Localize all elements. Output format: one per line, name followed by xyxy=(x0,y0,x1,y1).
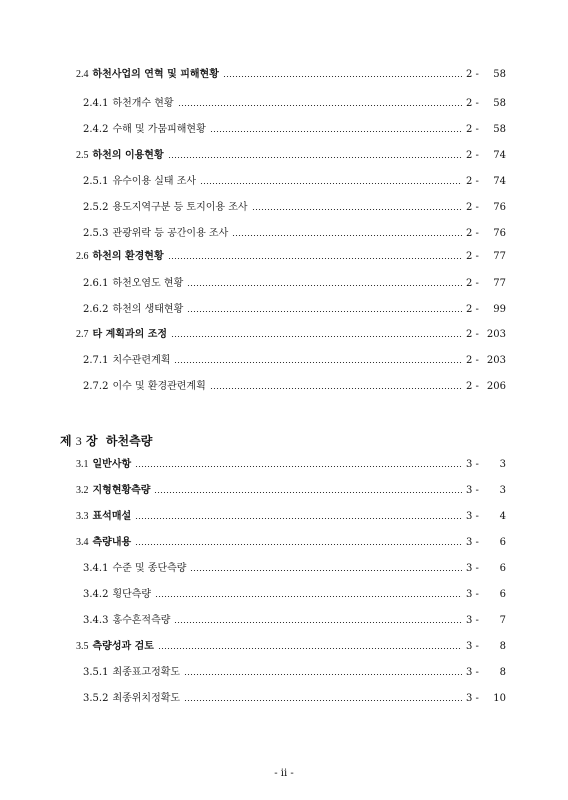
toc-entry-chapter: 2 - xyxy=(466,150,479,161)
dot-leader xyxy=(190,570,462,571)
toc-entry-chapter: 3 - xyxy=(466,641,479,652)
toc-entry-page: 7 xyxy=(499,615,506,626)
toc-entry-page: 58 xyxy=(493,98,506,109)
toc-entry-number: 3.5 xyxy=(76,641,89,652)
toc-entry-title: 하천오염도 현황 xyxy=(112,278,184,289)
toc-entry-page: 3 xyxy=(499,485,506,496)
toc-entry-chapter: 3 - xyxy=(466,615,479,626)
toc-entry-number: 3.4.3 xyxy=(83,615,109,626)
dot-leader xyxy=(171,336,462,337)
dot-leader xyxy=(154,492,462,493)
dot-leader xyxy=(174,622,462,623)
dot-leader xyxy=(210,131,462,132)
toc-entry-page: 10 xyxy=(493,693,506,704)
toc-entry[interactable] xyxy=(83,588,506,602)
toc-entry-number: 2.4.2 xyxy=(83,124,109,135)
dot-leader xyxy=(210,388,462,389)
toc-entry-title: 관광위락 등 공간이용 조사 xyxy=(112,228,229,239)
toc-entry-number: 2.7.1 xyxy=(83,355,109,366)
toc-entry-chapter: 3 - xyxy=(466,459,479,470)
toc-entry-title: 유수이용 실태 조사 xyxy=(112,176,197,187)
toc-entry[interactable] xyxy=(76,149,506,163)
dot-leader xyxy=(174,362,462,363)
toc-entry[interactable] xyxy=(83,227,506,241)
toc-entry-number: 3.5.2 xyxy=(83,693,109,704)
toc-entry-title: 하천의 환경현황 xyxy=(92,251,164,262)
toc-entry-chapter: 3 - xyxy=(466,693,479,704)
toc-entry-page: 6 xyxy=(499,589,506,600)
toc-entry-page: 58 xyxy=(493,69,506,80)
dot-leader xyxy=(200,183,462,184)
toc-entry-title: 타 계획과의 조정 xyxy=(92,329,168,340)
toc-entry-title: 지형현황측량 xyxy=(92,485,151,496)
toc-entry[interactable] xyxy=(83,354,506,368)
chapter-heading xyxy=(60,432,152,449)
dot-leader xyxy=(135,544,462,545)
page-number: - ii - xyxy=(274,768,294,779)
toc-entry[interactable] xyxy=(83,614,506,628)
toc-entry-number: 2.4.1 xyxy=(83,98,109,109)
toc-entry-page: 77 xyxy=(493,278,506,289)
toc-entry-chapter: 2 - xyxy=(466,304,479,315)
toc-entry-chapter: 2 - xyxy=(466,381,479,392)
toc-entry-title: 최종위치정확도 xyxy=(112,693,181,704)
toc-entry[interactable] xyxy=(83,303,506,317)
toc-entry-chapter: 2 - xyxy=(466,202,479,213)
toc-entry-chapter: 2 - xyxy=(466,355,479,366)
toc-entry-chapter: 2 - xyxy=(466,176,479,187)
toc-entry[interactable] xyxy=(76,328,506,342)
toc-entry-number: 2.5.1 xyxy=(83,176,109,187)
toc-entry[interactable] xyxy=(83,692,506,706)
dot-leader xyxy=(187,311,462,312)
toc-entry[interactable] xyxy=(83,175,506,189)
toc-entry[interactable] xyxy=(83,380,506,394)
toc-entry[interactable] xyxy=(76,68,506,82)
chapter-prefix: 제 xyxy=(60,434,72,448)
toc-entry-chapter: 2 - xyxy=(466,329,479,340)
toc-entry[interactable] xyxy=(83,123,506,137)
toc-entry-title: 하천의 생태현황 xyxy=(112,304,184,315)
toc-entry-title: 최종표고정확도 xyxy=(112,667,181,678)
toc-entry-page: 74 xyxy=(493,150,506,161)
dot-leader xyxy=(168,157,462,158)
toc-entry-page: 6 xyxy=(499,537,506,548)
chapter-title: 하천측량 xyxy=(105,434,153,448)
toc-entry-title: 하천사업의 연혁 및 피해현황 xyxy=(92,69,219,80)
toc-entry-chapter: 2 - xyxy=(466,278,479,289)
toc-entry-chapter: 2 - xyxy=(466,98,479,109)
toc-entry-title: 측량성과 검토 xyxy=(92,641,154,652)
toc-entry-chapter: 2 - xyxy=(466,124,479,135)
toc-entry-page: 206 xyxy=(486,381,506,392)
toc-entry-title: 홍수흔적측량 xyxy=(112,615,171,626)
toc-entry[interactable] xyxy=(83,277,506,291)
toc-entry[interactable] xyxy=(76,484,506,498)
toc-entry-page: 8 xyxy=(499,641,506,652)
toc-entry-chapter: 3 - xyxy=(466,589,479,600)
dot-leader xyxy=(184,700,462,701)
toc-entry-number: 3.4.1 xyxy=(83,563,109,574)
toc-entry-title: 수준 및 종단측량 xyxy=(112,563,187,574)
toc-entry-number: 2.7.2 xyxy=(83,381,109,392)
dot-leader xyxy=(252,209,462,210)
toc-entry-chapter: 2 - xyxy=(466,251,479,262)
toc-entry-title: 표석매설 xyxy=(92,511,132,522)
dot-leader xyxy=(168,258,462,259)
dot-leader xyxy=(158,648,462,649)
toc-entry-chapter: 3 - xyxy=(466,537,479,548)
toc-entry-title: 이수 및 환경관련계획 xyxy=(112,381,206,392)
toc-entry-chapter: 3 - xyxy=(466,667,479,678)
toc-entry-title: 용도지역구분 등 토지이용 조사 xyxy=(112,202,248,213)
toc-entry[interactable] xyxy=(76,250,506,264)
dot-leader xyxy=(135,466,462,467)
toc-entry-number: 2.4 xyxy=(76,69,89,80)
toc-entry[interactable] xyxy=(83,666,506,680)
toc-entry-title: 횡단측량 xyxy=(112,589,152,600)
toc-entry-title: 하천의 이용현황 xyxy=(92,150,164,161)
toc-entry[interactable] xyxy=(76,640,506,654)
toc-entry-page: 6 xyxy=(499,563,506,574)
toc-entry[interactable] xyxy=(83,201,506,215)
toc-entry-page: 4 xyxy=(499,511,506,522)
toc-entry-number: 2.5.3 xyxy=(83,228,109,239)
toc-entry-number: 2.6 xyxy=(76,251,89,262)
toc-entry-number: 2.6.1 xyxy=(83,278,109,289)
toc-entry-page: 74 xyxy=(493,176,506,187)
toc-entry-page: 76 xyxy=(493,202,506,213)
toc-entry-number: 3.5.1 xyxy=(83,667,109,678)
toc-entry-page: 203 xyxy=(486,329,506,340)
dot-leader xyxy=(155,596,462,597)
toc-entry[interactable] xyxy=(83,562,506,576)
toc-entry-number: 3.1 xyxy=(76,459,89,470)
toc-entry-number: 2.6.2 xyxy=(83,304,109,315)
toc-entry-title: 치수관련계획 xyxy=(112,355,171,366)
toc-entry-chapter: 2 - xyxy=(466,69,479,80)
toc-entry-number: 2.7 xyxy=(76,329,89,340)
toc-entry[interactable] xyxy=(76,536,506,550)
toc-entry-number: 2.5.2 xyxy=(83,202,109,213)
toc-entry-title: 수해 및 가뭄피해현황 xyxy=(112,124,206,135)
toc-entry-page: 76 xyxy=(493,228,506,239)
toc-entry-chapter: 2 - xyxy=(466,228,479,239)
toc-entry-number: 3.4.2 xyxy=(83,589,109,600)
toc-entry-number: 3.3 xyxy=(76,511,89,522)
toc-entry-chapter: 3 - xyxy=(466,511,479,522)
toc-entry[interactable] xyxy=(76,510,506,524)
dot-leader xyxy=(223,76,462,77)
dot-leader xyxy=(232,235,462,236)
chapter-suffix: 장 xyxy=(85,434,98,448)
toc-entry-page: 77 xyxy=(493,251,506,262)
toc-entry-number: 2.5 xyxy=(76,150,89,161)
toc-entry-page: 203 xyxy=(486,355,506,366)
toc-entry-title: 측량내용 xyxy=(92,537,132,548)
toc-entry-page: 8 xyxy=(499,667,506,678)
toc-entry-page: 3 xyxy=(499,459,506,470)
dot-leader xyxy=(135,518,462,519)
chapter-number: 3 xyxy=(75,434,82,448)
toc-entry-chapter: 3 - xyxy=(466,563,479,574)
toc-entry-chapter: 3 - xyxy=(466,485,479,496)
toc-entry-title: 하천개수 현황 xyxy=(112,98,174,109)
toc-entry-number: 3.4 xyxy=(76,537,89,548)
toc-entry-page: 99 xyxy=(493,304,506,315)
dot-leader xyxy=(178,105,462,106)
toc-entry[interactable] xyxy=(83,97,506,111)
toc-entry-title: 일반사항 xyxy=(92,459,132,470)
toc-entry-number: 3.2 xyxy=(76,485,89,496)
toc-entry-page: 58 xyxy=(493,124,506,135)
toc-entry[interactable] xyxy=(76,458,506,472)
dot-leader xyxy=(187,285,462,286)
dot-leader xyxy=(184,674,462,675)
